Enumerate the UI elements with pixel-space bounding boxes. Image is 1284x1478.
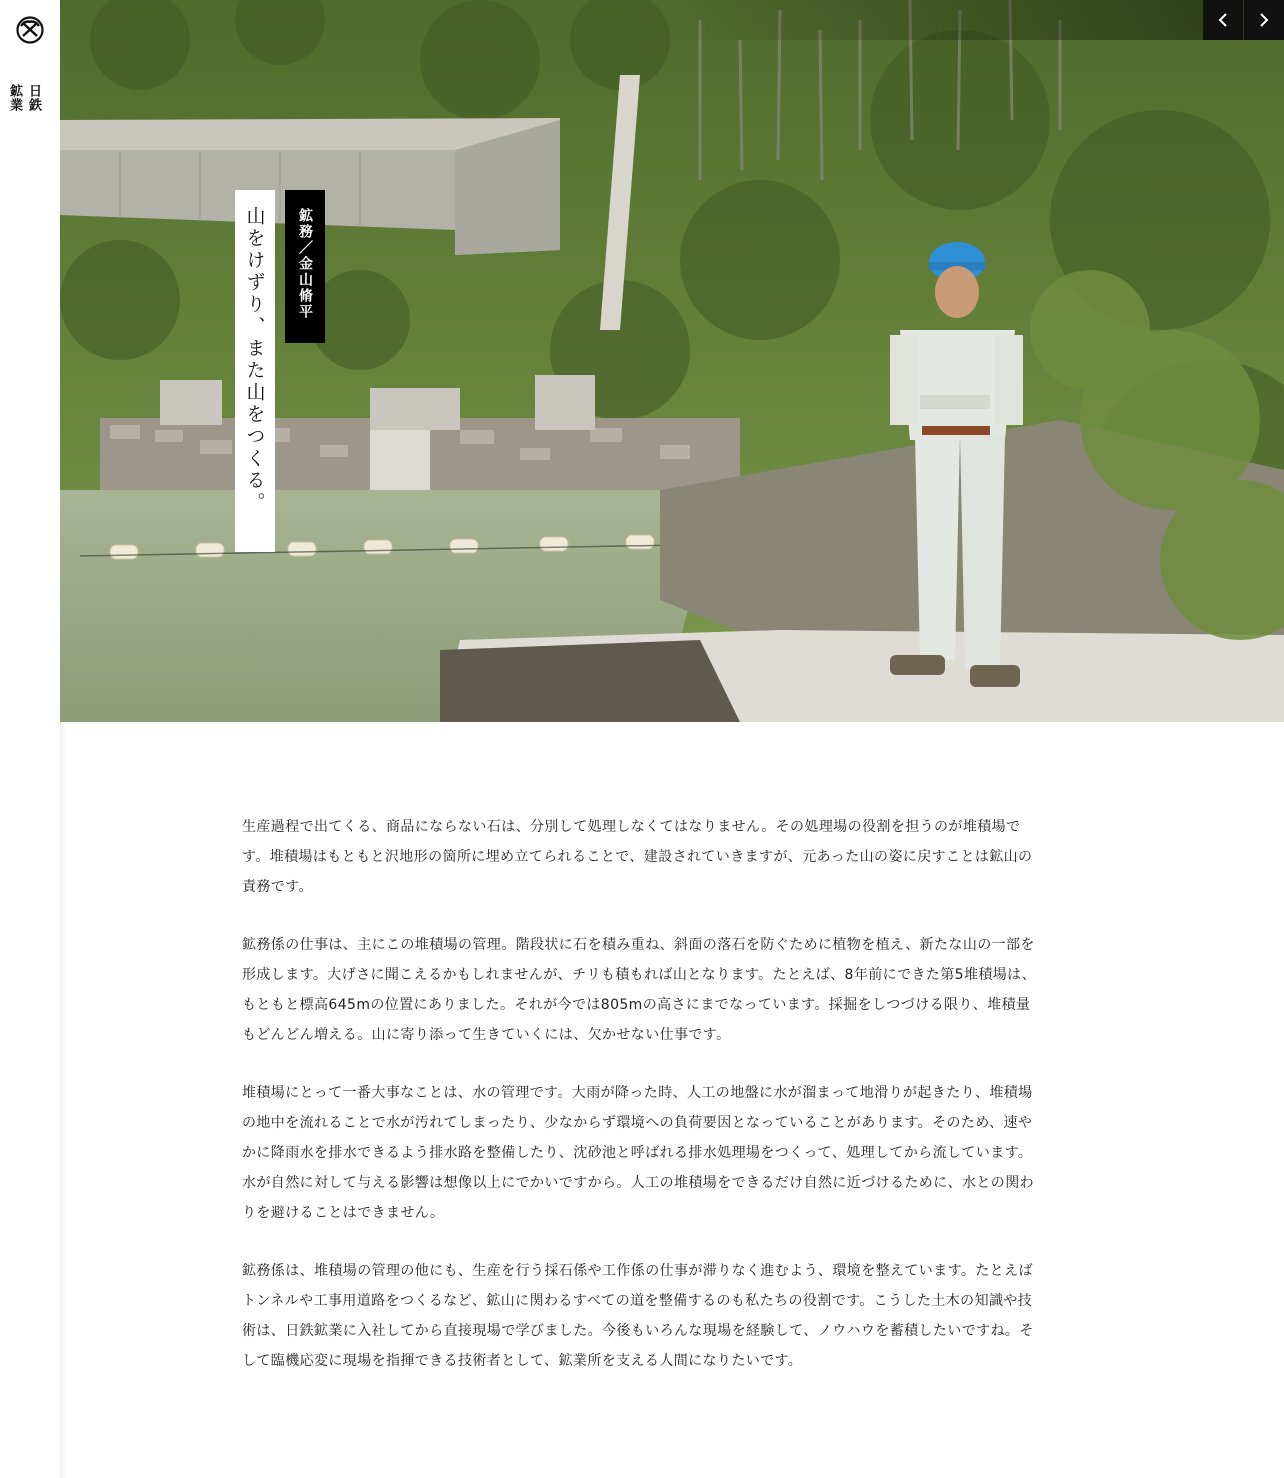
catch-copy-box — [235, 190, 275, 552]
article-body — [242, 812, 1042, 1404]
logo-text-col2: 鉱業 — [7, 84, 22, 112]
company-logo-text[interactable] — [0, 84, 40, 124]
catch-copy: 山をけずり、また山をつくる。 — [243, 206, 266, 514]
slider-next-button[interactable] — [1244, 0, 1284, 40]
article-paragraph-2: 鉱務係の仕事は、主にこの堆積場の管理。階段状に石を積み重ね、斜面の落石を防ぐために植物を植え、新たな山の一部を形成します。大げさに聞こえるかもしれませんが、チリも積もれば山となります。たとえば、8年前にできた第5堆積場は、もともと標高645mの位置にありました。それが今では805mの高さにまでなっています。採掘をしつづける限り、堆積量もどんどん増える。山に寄り添って生きていくには、欠かせない仕事です。 — [242, 937, 1036, 1043]
name-tag-text: 鉱務／金山脩平 — [297, 208, 313, 320]
article-paragraph-4: 鉱務係は、堆積場の管理の他にも、生産を行う採石係や工作係の仕事が滞りなく進むよう、環境を整えています。たとえばトンネルや工事用道路をつくるなど、鉱山に関わるすべての道を整備するのも私たちの役割です。こうした土木の知識や技術は、日鉄鉱業に入社してから直接現場で学びました。今後もいろんな現場を経験して、ノウハウを蓄積したいですね。そして臨機応変に現場を指揮できる技術者として、鉱業所を支える人間になりたいです。 — [242, 1263, 1034, 1369]
article-paragraph-3: 堆積場にとって一番大事なことは、水の管理です。大雨が降った時、人工の地盤に水が溜まって地滑りが起きたり、堆積場の地中を流れることで水が汚れてしまったり、少なからず環境への負荷要因となっていることがあります。そのため、速やかに降雨水を排水できるよう排水路を整備したり、沈砂池と呼ばれる排水処理場をつくって、処理してから流しています。水が自然に対して与える影響は想像以上にでかいですから。人工の堆積場をできるだけ自然に近づけるために、水との関わりを避けることはできません。 — [242, 1085, 1034, 1221]
logo-text-col1: 日鉄 — [26, 84, 41, 112]
chevron-left-icon — [1216, 12, 1230, 28]
company-logo-icon[interactable] — [16, 16, 44, 44]
hero-photo — [60, 0, 1284, 722]
article-paragraph-1: 生産過程で出てくる、商品にならない石は、分別して処理しなくてはなりません。その処理場の役割を担うのが堆積場です。堆積場はもともと沢地形の箇所に埋め立てられることで、建設されていきますが、元あった山の姿に戻すことは鉱山の責務です。 — [242, 819, 1033, 895]
slider-topbar — [660, 0, 1284, 40]
slider-prev-button[interactable] — [1203, 0, 1243, 40]
name-tag — [285, 190, 325, 343]
sidebar — [0, 0, 60, 1478]
chevron-right-icon — [1257, 12, 1271, 28]
